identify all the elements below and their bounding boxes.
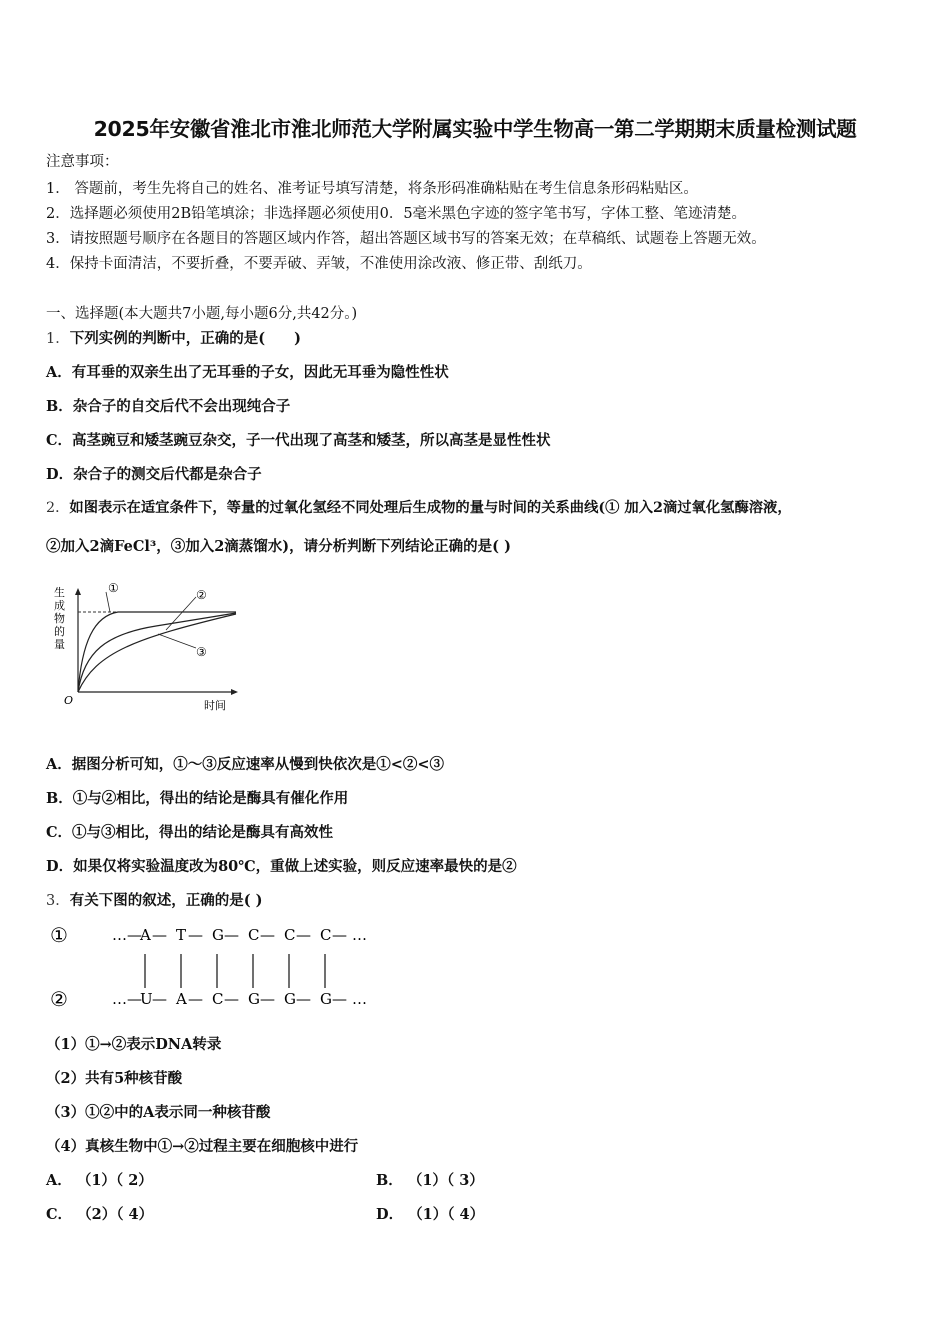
q1-option-d: D．杂合子的测交后代都是杂合子 — [46, 466, 262, 483]
curve-1-leader — [106, 592, 110, 612]
question-3-stem — [46, 889, 263, 910]
q1-option-a: A．有耳垂的双亲生出了无耳垂的子女，因此无耳垂为隐性性状 — [46, 364, 449, 381]
strand-1-dash: — — [296, 926, 311, 944]
strand-1-leading-ellipsis: …— — [112, 926, 142, 944]
strand-1-dash: — — [188, 926, 203, 944]
q1-option-c: C．高茎豌豆和矮茎豌豆杂交，子一代出现了高茎和矮茎，所以高茎是显性性状 — [46, 432, 551, 449]
curve-3-label: ③ — [196, 645, 207, 659]
q3-option-d: D． （1）（ 4） — [376, 1206, 485, 1223]
strand-1-base: C — [320, 926, 332, 944]
q3-statement-3: （3）①②中的A表示同一种核苷酸 — [46, 1104, 271, 1121]
strand-1-base: A — [140, 926, 151, 944]
notice-item: 1． 答题前，考生先将自己的姓名、准考证号填写清楚，将条形码准确粘贴在考生信息条形码粘贴区。 — [46, 181, 698, 197]
strand-2-base: G — [248, 990, 260, 1008]
y-label-char: 量 — [54, 638, 65, 651]
q2-option-b: B．①与②相比，得出的结论是酶具有催化作用 — [46, 790, 349, 807]
strand-2-base: A — [176, 990, 187, 1008]
strand-1-dash: — — [260, 926, 275, 944]
question-2-stem — [46, 497, 792, 517]
question-2-stem-cont: ②加入2滴FeCl³，③加入2滴蒸馏水)，请分析判断下列结论正确的是( ) — [46, 538, 511, 555]
curve-1-label: ① — [108, 581, 119, 595]
section-heading: 一、选择题(本大题共7小题,每小题6分,共42分。) — [46, 306, 358, 322]
page-title: 2025年安徽省淮北市淮北师范大学附属实验中学生物高一第二学期期末质量检测试题 — [93, 117, 857, 141]
notice-item: 2．选择题必须使用2B铅笔填涂；非选择题必须使用0．5毫米黑色字迹的签字笔书写，字体工整、笔迹清楚。 — [46, 206, 747, 222]
q3-option-b: B． （1）（ 3） — [376, 1172, 484, 1189]
q3-statement-1: （1）①→②表示DNA转录 — [46, 1036, 222, 1053]
question-1-stem — [46, 327, 301, 348]
notice-heading: 注意事项： — [46, 154, 119, 170]
strand-2-dash: — — [260, 990, 275, 1008]
strand-1-base: C — [248, 926, 260, 944]
strand-2-dash: — — [152, 990, 167, 1008]
reaction-curve-graph — [46, 572, 256, 722]
y-label-char: 的 — [54, 625, 65, 638]
notice-item: 4．保持卡面清洁，不要折叠，不要弄破、弄皱，不准使用涂改液、修正带、刮纸刀。 — [46, 256, 592, 272]
curve-2 — [78, 613, 236, 692]
strand-1-trailing-ellipsis: … — [352, 926, 367, 944]
base-pairing-diagram — [46, 918, 416, 1018]
strand-1-label: ① — [50, 923, 68, 947]
question-number: 2． — [46, 500, 70, 516]
strand-1 — [112, 926, 367, 944]
strand-2 — [112, 990, 367, 1008]
q3-statement-4: （4）真核生物中①→②过程主要在细胞核中进行 — [46, 1138, 359, 1155]
notice-item: 3．请按照题号顺序在各题目的答题区域内作答，超出答题区域书写的答案无效；在草稿纸、试题卷上答题无效。 — [46, 231, 766, 247]
curve-1 — [78, 612, 236, 692]
strand-2-label: ② — [50, 987, 68, 1011]
strand-2-dash: — — [332, 990, 347, 1008]
q3-statement-2: （2）共有5种核苷酸 — [46, 1070, 183, 1087]
strand-2-base: C — [212, 990, 224, 1008]
q3-option-c: C． （2）（ 4） — [46, 1206, 154, 1223]
strand-2-dash: — — [224, 990, 239, 1008]
strand-2-dash: — — [296, 990, 311, 1008]
strand-2-dash: — — [188, 990, 203, 1008]
y-label-char: 物 — [54, 612, 65, 625]
q2-option-c: C．①与③相比，得出的结论是酶具有高效性 — [46, 824, 334, 841]
strand-2-trailing-ellipsis: … — [352, 990, 367, 1008]
curve-2-label: ② — [196, 588, 207, 602]
strand-1-base: T — [176, 926, 187, 944]
origin-label: O — [64, 694, 74, 707]
question-number: 3． — [46, 893, 70, 909]
strand-1-dash: — — [332, 926, 347, 944]
question-number: 1． — [46, 331, 70, 347]
strand-2-base: G — [320, 990, 332, 1008]
strand-1-base: G — [212, 926, 224, 944]
y-axis-arrow — [75, 588, 81, 595]
curve-3-leader — [158, 634, 196, 648]
x-axis-arrow — [231, 689, 238, 695]
y-label-char: 生 — [54, 586, 65, 599]
question-text: 下列实例的判断中，正确的是( ) — [69, 330, 301, 347]
strand-1-dash: — — [152, 926, 167, 944]
q2-option-a: A．据图分析可知，①～③反应速率从慢到快依次是①<②<③ — [46, 756, 445, 773]
strand-1-base: C — [284, 926, 296, 944]
q1-option-b: B．杂合子的自交后代不会出现纯合子 — [46, 398, 291, 415]
strand-2-base: U — [140, 990, 153, 1008]
strand-2-leading-ellipsis: …— — [112, 990, 142, 1008]
question-text: 如图表示在适宜条件下，等量的过氧化氢经不同处理后生成物的量与时间的关系曲线(① 加入2滴过氧化氢酶溶液， — [69, 500, 792, 516]
question-text: 有关下图的叙述，正确的是( ) — [69, 892, 263, 909]
strand-1-dash: — — [224, 926, 239, 944]
q2-option-d: D．如果仅将实验温度改为80℃，重做上述实验，则反应速率最快的是② — [46, 858, 517, 875]
x-axis-label: 时间 — [204, 699, 226, 712]
q3-option-a: A． （1）（ 2） — [46, 1172, 153, 1189]
strand-2-base: G — [284, 990, 296, 1008]
base-pair-bonds — [145, 954, 325, 988]
y-label-char: 成 — [54, 599, 65, 612]
